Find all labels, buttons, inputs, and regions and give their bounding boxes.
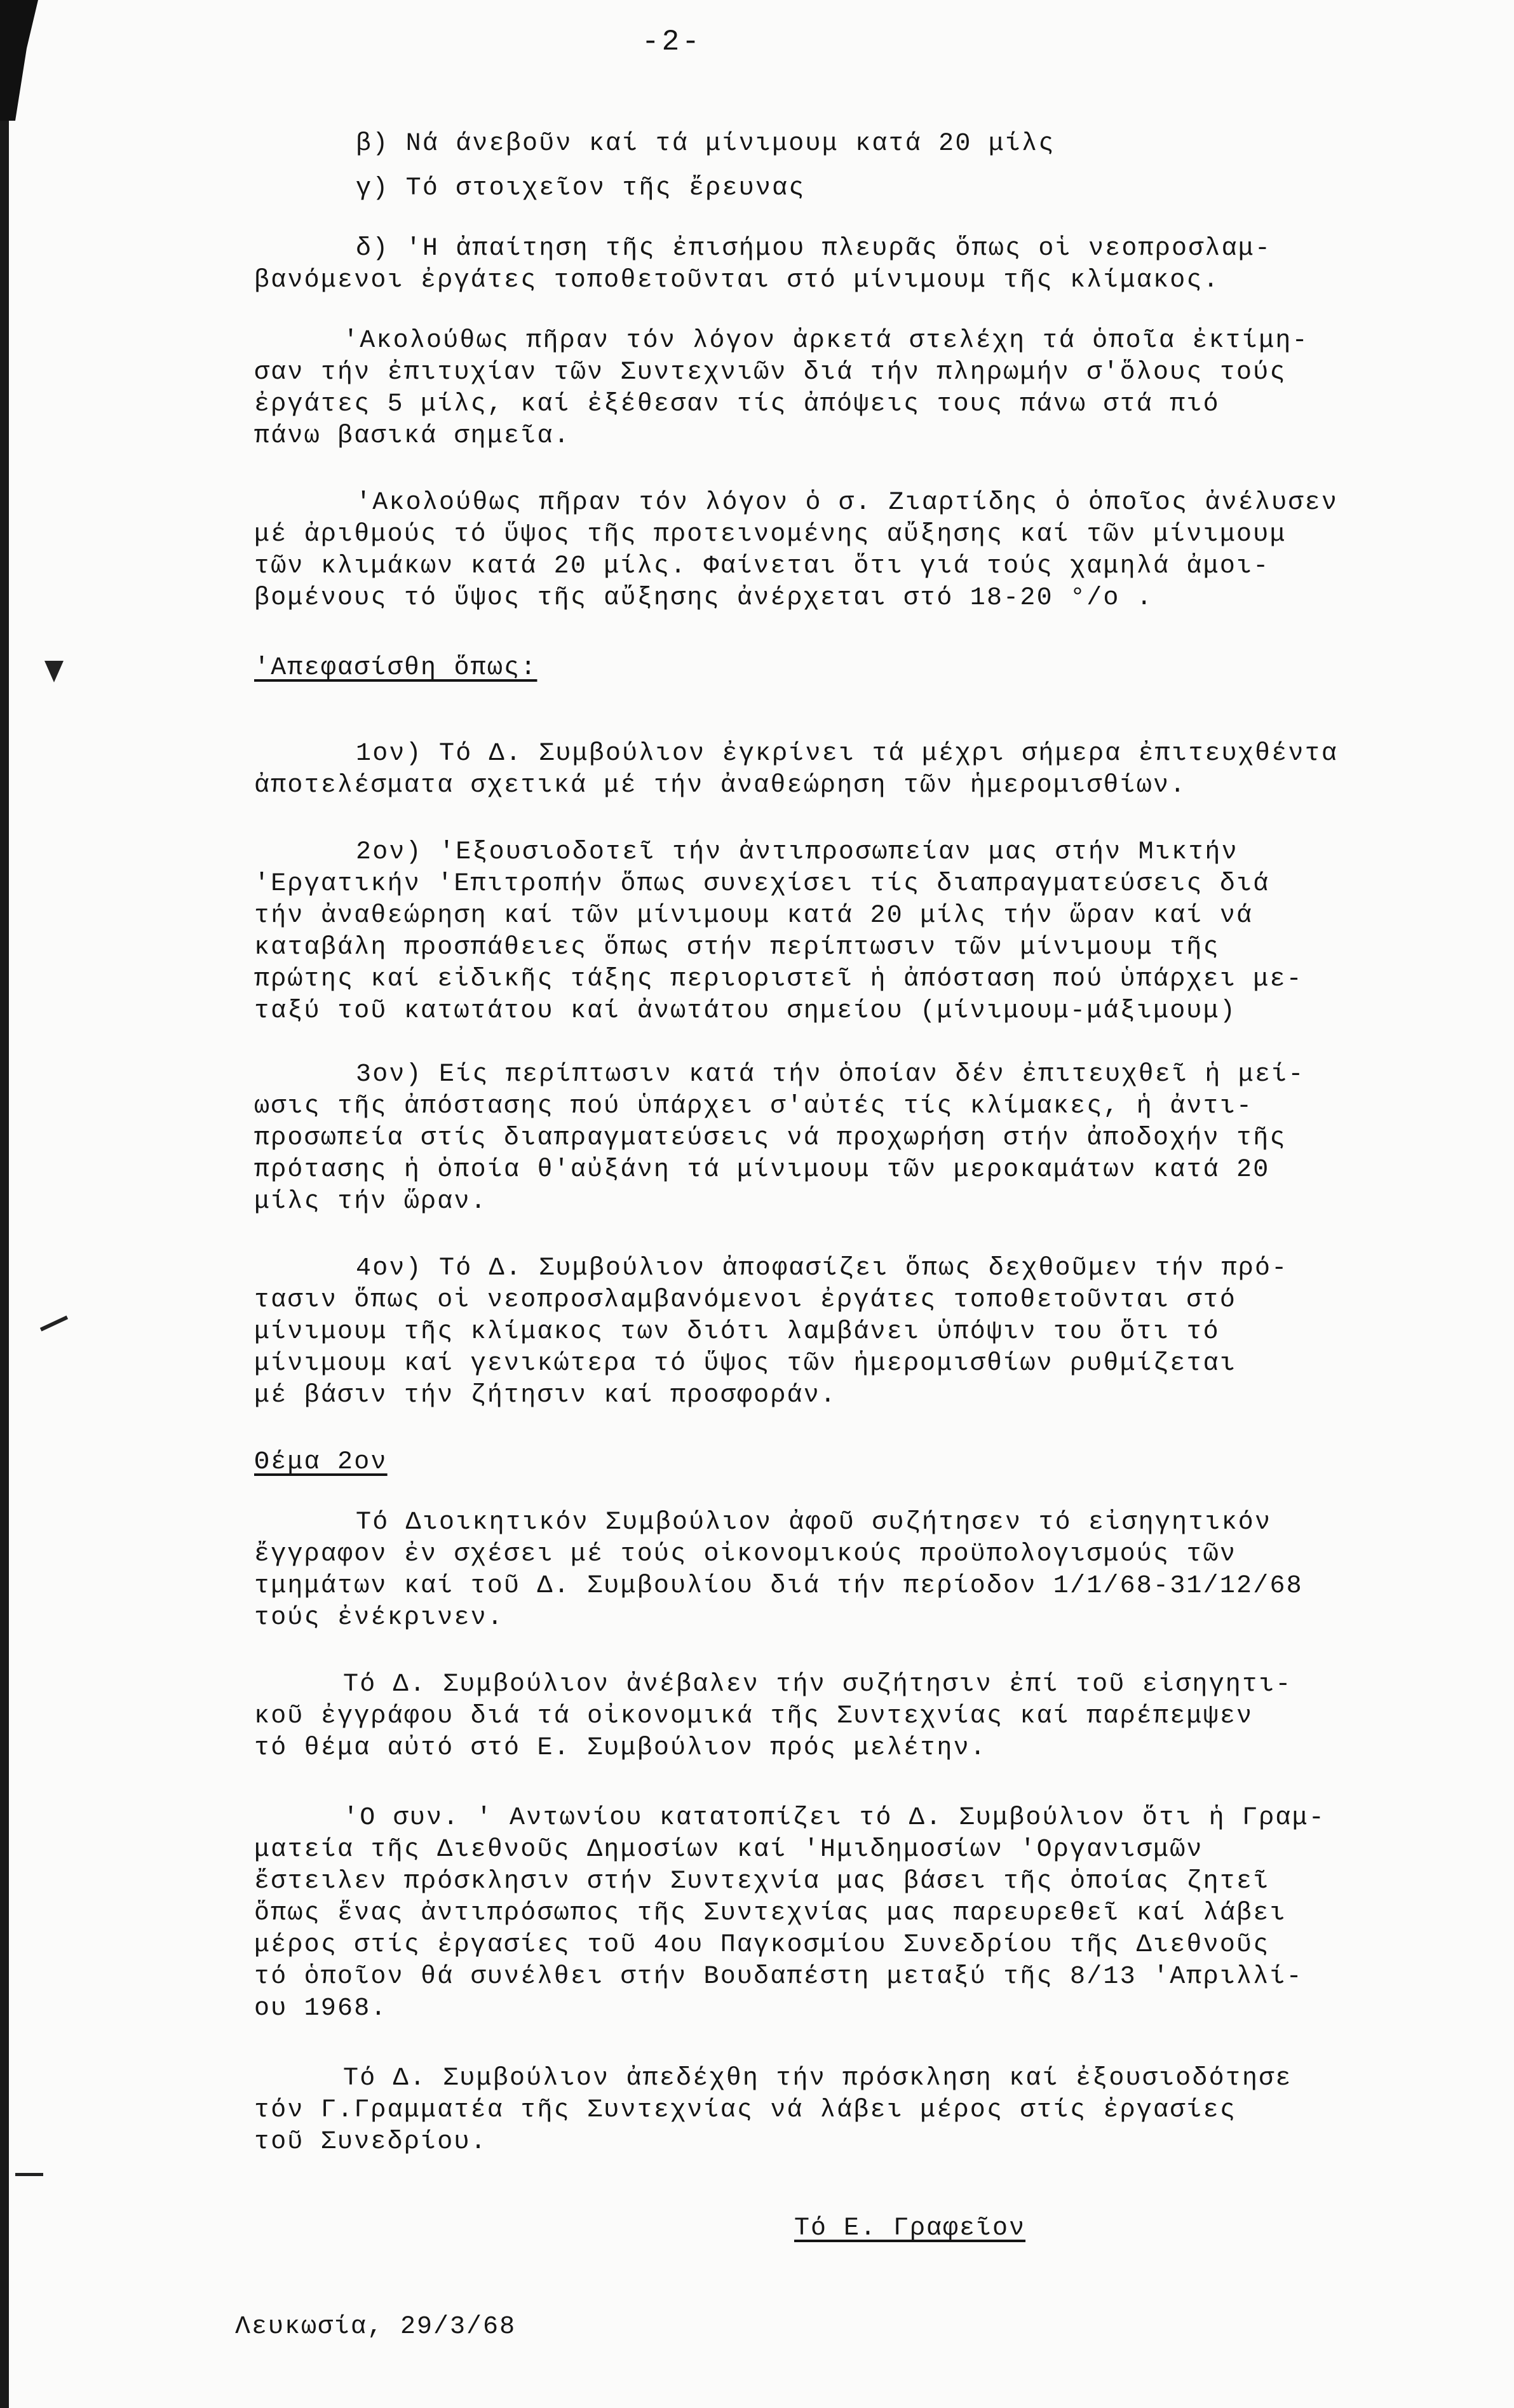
decision-line: τήν ἀναθεώρηση καί τῶν μίνιμουμ κατά 20 μίλς τήν ὥραν καί νά — [254, 902, 1254, 930]
topic-line: Τό Δ. Συμβούλιον ἀνέβαλεν τήν συζήτησιν ἐπί τοῦ εἰσηγητι- — [343, 1670, 1292, 1699]
paragraph-line: τῶν κλιμάκων κατά 20 μίλς. Φαίνεται ὅτι γιά τούς χαμηλά ἀμοι- — [254, 552, 1270, 581]
paragraph-line: βομένους τό ὕψος τῆς αὔξησης ἀνέρχεται στό 18-20 °/ο . — [254, 584, 1154, 612]
decision-line: μέ βάσιν τήν ζήτησιν καί προσφοράν. — [254, 1381, 837, 1410]
decision-line: προσωπεία στίς διαπραγματεύσεις νά προχωρήση στήν ἀποδοχήν τῆς — [254, 1124, 1287, 1153]
margin-mark — [15, 2173, 43, 2176]
paragraph-line: 'Ακολούθως πῆραν τόν λόγον ἀρκετά στελέχη τά ὁποῖα ἐκτίμη- — [343, 327, 1309, 355]
decision-line: 'Εργατικήν 'Επιτροπήν ὅπως συνεχίσει τίς διαπραγματεύσεις διά — [254, 870, 1270, 898]
decision-line: πρότασης ἡ ὁποία θ'αὐξάνη τά μίνιμουμ τῶν μεροκαμάτων κατά 20 — [254, 1156, 1270, 1184]
item-g: γ) Τό στοιχεῖον τῆς ἔρευνας — [356, 174, 806, 203]
paragraph-line: ἐργάτες 5 μίλς, καί ἐξέθεσαν τίς ἀπόψεις τους πάνω στά πιό — [254, 390, 1220, 419]
margin-mark — [40, 1316, 68, 1332]
topic-line: 'Ο συν. ' Αντωνίου κατατοπίζει τό Δ. Συμβούλιον ὅτι ἡ Γραμ- — [343, 1804, 1326, 1832]
page-number: -2- — [642, 25, 702, 58]
decision-line: 4ον) Τό Δ. Συμβούλιον ἀποφασίζει ὅπως δεχθοῦμεν τήν πρό- — [356, 1254, 1288, 1283]
topic-line: Τό Διοικητικόν Συμβούλιον ἀφοῦ συζήτησεν τό εἰσηγητικόν — [356, 1508, 1272, 1537]
decision-line: πρώτης καί εἰδικῆς τάξης περιοριστεῖ ἡ ἀπόσταση πού ὑπάρχει με- — [254, 965, 1303, 994]
decision-heading: 'Απεφασίσθη ὅπως: — [254, 654, 537, 682]
decision-line: ἀποτελέσματα σχετικά μέ τήν ἀναθεώρηση τῶν ἡμερομισθίων. — [254, 771, 1187, 800]
decision-line: ωσις τῆς ἀπόστασης πού ὑπάρχει σ'αὐτές τίς κλίμακες, ἡ ἀντι- — [254, 1092, 1254, 1121]
decision-line: ταξύ τοῦ κατωτάτου καί ἀνωτάτου σημείου (μίνιμουμ-μάξιμουμ) — [254, 997, 1237, 1025]
topic-line: τόν Γ.Γραμματέα τῆς Συντεχνίας νά λάβει μέρος στίς ἐργασίες — [254, 2096, 1237, 2125]
topic-line: τό θέμα αὐτό στό Ε. Συμβούλιον πρός μελέτην. — [254, 1734, 987, 1762]
topic-line: ου 1968. — [254, 1994, 388, 2023]
topic-line: τούς ἐνέκρινεν. — [254, 1604, 504, 1632]
topic-line: ὅπως ἕνας ἀντιπρόσωπος τῆς Συντεχνίας μας παρευρεθεῖ καί λάβει — [254, 1899, 1287, 1928]
topic-line: Τό Δ. Συμβούλιον ἀπεδέχθη τήν πρόσκληση καί ἐξουσιοδότησε — [343, 2064, 1292, 2093]
decision-line: μίνιμουμ τῆς κλίμακος των διότι λαμβάνει ὑπόψιν του ὅτι τό — [254, 1318, 1220, 1346]
paragraph-line: 'Ακολούθως πῆραν τόν λόγον ὁ σ. Ζιαρτίδης ὁ ὁποῖος ἀνέλυσεν — [356, 489, 1339, 517]
item-b: β) Νά άνεβοῦν καί τά μίνιμουμ κατά 20 μίλς — [356, 130, 1055, 158]
topic-line: τμημάτων καί τοῦ Δ. Συμβουλίου διά τήν περίοδον 1/1/68-31/12/68 — [254, 1572, 1303, 1600]
topic-line: κοῦ ἐγγράφου διά τά οἰκονομικά τῆς Συντεχνίας καί παρέπεμψεν — [254, 1702, 1254, 1731]
decision-line: τασιν ὅπως οἱ νεοπροσλαμβανόμενοι ἐργάτες τοποθετοῦνται στό — [254, 1286, 1237, 1315]
decision-line: καταβάλη προσπάθειες ὅπως στήν περίπτωσιν τῶν μίνιμουμ τῆς — [254, 933, 1220, 962]
margin-mark — [44, 661, 64, 682]
topic-line: τοῦ Συνεδρίου. — [254, 2128, 487, 2156]
item-d-line: δ) 'Η ἀπαίτηση τῆς ἐπισήμου πλευρᾶς ὅπως οἱ νεοπροσλαμ- — [356, 234, 1272, 263]
paragraph-line: μέ ἀριθμούς τό ὕψος τῆς προτεινομένης αὔξησης καί τῶν μίνιμουμ — [254, 520, 1287, 549]
decision-line: 1ον) Τό Δ. Συμβούλιον ἐγκρίνει τά μέχρι σήμερα ἐπιτευχθέντα — [356, 740, 1339, 768]
scan-edge — [0, 0, 9, 2408]
paragraph-line: πάνω βασικά σημεῖα. — [254, 422, 571, 450]
signature: Τό Ε. Γραφεῖον — [794, 2214, 1026, 2243]
topic-line: ἔστειλεν πρόσκλησιν στήν Συντεχνία μας βάσει τῆς ὁποίας ζητεῖ — [254, 1867, 1270, 1896]
place-date: Λευκωσία, 29/3/68 — [235, 2313, 517, 2341]
topic-line: μέρος στίς ἐργασίες τοῦ 4ου Παγκοσμίου Συνεδρίου τῆς Διεθνοῦς — [254, 1931, 1270, 1959]
topic-heading: Θέμα 2ον — [254, 1448, 388, 1477]
decision-line: 2ον) 'Εξουσιοδοτεῖ τήν ἀντιπροσωπείαν μας στήν Μικτήν — [356, 838, 1238, 867]
item-d-line: βανόμενοι ἐργάτες τοποθετοῦνται στό μίνιμουμ τῆς κλίμακος. — [254, 266, 1220, 295]
paragraph-line: σαν τήν ἐπιτυχίαν τῶν Συντεχνιῶν διά τήν πληρωμήν σ'ὅλους τούς — [254, 358, 1287, 387]
topic-line: ματεία τῆς Διεθνοῦς Δημοσίων καί 'Ημιδημοσίων 'Οργανισμῶν — [254, 1836, 1203, 1864]
scan-edge-blot — [0, 0, 38, 121]
topic-line: ἔγγραφον ἐν σχέσει μέ τούς οἰκονομικούς προϋπολογισμούς τῶν — [254, 1540, 1237, 1569]
decision-line: μίλς τήν ὥραν. — [254, 1187, 487, 1216]
decision-line: 3ον) Είς περίπτωσιν κατά τήν ὁποίαν δέν ἐπιτευχθεῖ ἡ μεί- — [356, 1060, 1305, 1089]
decision-line: μίνιμουμ καί γενικώτερα τό ὕψος τῶν ἡμερομισθίων ρυθμίζεται — [254, 1349, 1237, 1378]
topic-line: τό ὁποῖον θά συνέλθει στήν Βουδαπέστη μεταξύ τῆς 8/13 'Απριλλί- — [254, 1963, 1303, 1991]
